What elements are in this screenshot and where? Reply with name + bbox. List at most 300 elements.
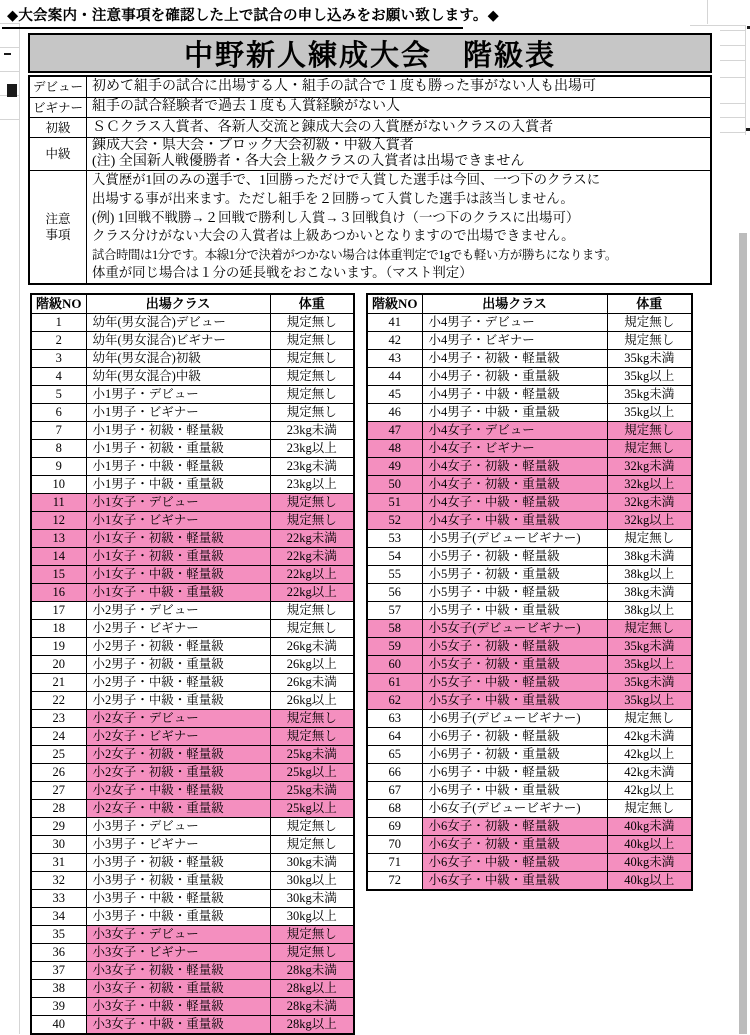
- class-row: [31, 871, 354, 889]
- class-name-cell: 小1女子・初級・軽量級: [86, 529, 270, 547]
- weight-cell: 規定無し: [270, 385, 354, 403]
- no-column-header: 階級NO: [367, 294, 422, 313]
- weight-cell: 規定無し: [270, 709, 354, 727]
- definition-label: デビュー: [30, 77, 87, 97]
- class-name-cell: 小3女子・ビギナー: [86, 943, 270, 961]
- class-no-cell: 32: [31, 871, 86, 889]
- class-no-cell: 58: [367, 619, 422, 637]
- class-table-header-row: [31, 294, 354, 313]
- class-name-cell: 小2女子・デビュー: [86, 709, 270, 727]
- class-no-cell: 46: [367, 403, 422, 421]
- class-row: [31, 511, 354, 529]
- class-no-cell: 7: [31, 421, 86, 439]
- right-margin-row-line: [720, 45, 745, 46]
- weight-cell: 23kg未満: [270, 457, 354, 475]
- class-no-cell: 55: [367, 565, 422, 583]
- class-row: [31, 583, 354, 601]
- class-row: [367, 457, 692, 475]
- class-name-cell: 小2女子・中級・軽量級: [86, 781, 270, 799]
- right-margin-row-line: [720, 103, 745, 104]
- right-margin-gridline: [745, 25, 746, 135]
- definition-label: 初級: [30, 118, 87, 137]
- weight-cell: 42kg以上: [607, 781, 692, 799]
- class-row: [31, 781, 354, 799]
- right-margin-row-line: [720, 132, 745, 133]
- definition-table: [28, 75, 712, 285]
- class-row: [367, 493, 692, 511]
- class-name-cell: 小5男子(デビュービギナー): [422, 529, 607, 547]
- weight-cell: 規定無し: [607, 313, 692, 331]
- class-no-cell: 69: [367, 817, 422, 835]
- class-no-cell: 27: [31, 781, 86, 799]
- class-name-cell: 小4女子・中級・重量級: [422, 511, 607, 529]
- class-no-cell: 15: [31, 565, 86, 583]
- class-name-cell: 小5女子(デビュービギナー): [422, 619, 607, 637]
- weight-cell: 規定無し: [607, 529, 692, 547]
- weight-cell: 42kg未満: [607, 727, 692, 745]
- class-no-cell: 54: [367, 547, 422, 565]
- class-row: [31, 727, 354, 745]
- class-row: [367, 709, 692, 727]
- weight-cell: 35kg未満: [607, 385, 692, 403]
- weight-cell: 32kg未満: [607, 457, 692, 475]
- class-no-cell: 47: [367, 421, 422, 439]
- weight-cell: 規定無し: [270, 817, 354, 835]
- class-row: [31, 565, 354, 583]
- class-name-cell: 小2男子・中級・重量級: [86, 691, 270, 709]
- class-name-cell: 小1女子・ビギナー: [86, 511, 270, 529]
- class-table-left: [30, 293, 355, 1035]
- weight-cell: 規定無し: [270, 313, 354, 331]
- class-name-cell: 小3女子・初級・軽量級: [86, 961, 270, 979]
- class-row: [31, 817, 354, 835]
- class-row: [367, 565, 692, 583]
- definition-line: 初めて組手の試合に出場する人・組手の試合で１度も勝った事がない人も出場可: [92, 78, 596, 94]
- class-row: [367, 529, 692, 547]
- weight-cell: 22kg未満: [270, 547, 354, 565]
- class-table-right: [366, 293, 693, 891]
- definition-label-line: 事項: [45, 228, 71, 243]
- class-no-cell: 61: [367, 673, 422, 691]
- class-name-cell: 幼年(男女混合)デビュー: [86, 313, 270, 331]
- class-name-cell: 小6男子・初級・重量級: [422, 745, 607, 763]
- class-row: [367, 421, 692, 439]
- weight-cell: 40kg未満: [607, 817, 692, 835]
- class-row: [367, 799, 692, 817]
- class-name-cell: 小1男子・中級・軽量級: [86, 457, 270, 475]
- left-margin-row-line: [0, 71, 19, 72]
- weight-cell: 28kg未満: [270, 961, 354, 979]
- class-no-cell: 40: [31, 1015, 86, 1034]
- class-row: [31, 907, 354, 925]
- class-row: [367, 763, 692, 781]
- weight-cell: 規定無し: [607, 619, 692, 637]
- weight-cell: 規定無し: [607, 799, 692, 817]
- weight-cell: 30kg未満: [270, 889, 354, 907]
- class-row: [31, 493, 354, 511]
- class-no-cell: 68: [367, 799, 422, 817]
- class-name-cell: 小3女子・デビュー: [86, 925, 270, 943]
- weight-cell: 規定無し: [270, 943, 354, 961]
- class-no-cell: 31: [31, 853, 86, 871]
- weight-cell: 規定無し: [270, 601, 354, 619]
- class-row: [367, 439, 692, 457]
- class-no-cell: 72: [367, 871, 422, 890]
- weight-cell: 30kg以上: [270, 907, 354, 925]
- class-no-cell: 56: [367, 583, 422, 601]
- class-no-cell: 38: [31, 979, 86, 997]
- class-no-cell: 9: [31, 457, 86, 475]
- definition-label: 中級: [30, 138, 87, 170]
- weight-cell: 35kg以上: [607, 691, 692, 709]
- weight-cell: 38kg以上: [607, 601, 692, 619]
- class-row: [31, 367, 354, 385]
- class-row: [31, 745, 354, 763]
- weight-cell: 規定無し: [607, 439, 692, 457]
- class-name-cell: 小5女子・中級・重量級: [422, 691, 607, 709]
- class-name-cell: 小5女子・初級・軽量級: [422, 637, 607, 655]
- class-row: [31, 403, 354, 421]
- class-row: [367, 331, 692, 349]
- class-name-cell: 小3男子・デビュー: [86, 817, 270, 835]
- definition-label: ビギナー: [30, 98, 87, 117]
- class-row: [31, 961, 354, 979]
- class-no-cell: 39: [31, 997, 86, 1015]
- class-name-cell: 小5女子・初級・重量級: [422, 655, 607, 673]
- weight-cell: 規定無し: [270, 493, 354, 511]
- weight-cell: 35kg未満: [607, 637, 692, 655]
- class-no-cell: 36: [31, 943, 86, 961]
- class-row: [31, 349, 354, 367]
- weight-cell: 26kg以上: [270, 691, 354, 709]
- class-name-cell: 小4男子・初級・重量級: [422, 367, 607, 385]
- class-no-cell: 65: [367, 745, 422, 763]
- weight-cell: 23kg以上: [270, 439, 354, 457]
- class-row: [367, 781, 692, 799]
- class-name-cell: 小5男子・初級・重量級: [422, 565, 607, 583]
- right-margin-row-line: [720, 60, 745, 61]
- weight-cell: 42kg以上: [607, 745, 692, 763]
- class-row: [367, 871, 692, 890]
- definition-text: [87, 118, 710, 137]
- class-name-cell: 小5男子・中級・軽量級: [422, 583, 607, 601]
- class-row: [367, 835, 692, 853]
- class-row: [31, 799, 354, 817]
- page-edge-bar: [739, 233, 747, 1034]
- class-name-cell: 小3女子・中級・重量級: [86, 1015, 270, 1034]
- top-notice-text: ◆大会案内・注意事項を確認した上で試合の申し込みをお願い致します。◆: [7, 8, 499, 24]
- class-name-cell: 小4女子・初級・軽量級: [422, 457, 607, 475]
- weight-column-header: 体重: [607, 294, 692, 313]
- class-row: [31, 835, 354, 853]
- class-row: [31, 997, 354, 1015]
- class-no-cell: 34: [31, 907, 86, 925]
- definition-text: [87, 138, 710, 170]
- class-row: [31, 547, 354, 565]
- row-marker-dash: [4, 53, 11, 55]
- class-name-cell: 小6女子・中級・軽量級: [422, 853, 607, 871]
- class-name-cell: 小6女子(デビュービギナー): [422, 799, 607, 817]
- class-row: [367, 511, 692, 529]
- class-name-cell: 小2女子・初級・軽量級: [86, 745, 270, 763]
- class-name-cell: 小2男子・ビギナー: [86, 619, 270, 637]
- class-name-cell: 小1男子・中級・重量級: [86, 475, 270, 493]
- class-row: [31, 763, 354, 781]
- class-no-cell: 14: [31, 547, 86, 565]
- class-row: [367, 403, 692, 421]
- class-row: [367, 691, 692, 709]
- weight-cell: 40kg以上: [607, 871, 692, 890]
- right-edge-tick: [746, 128, 750, 131]
- weight-cell: 規定無し: [270, 367, 354, 385]
- class-row: [367, 817, 692, 835]
- class-row: [367, 673, 692, 691]
- class-name-cell: 幼年(男女混合)ビギナー: [86, 331, 270, 349]
- definition-row-beginner: [30, 97, 710, 117]
- top-gridline: [707, 0, 708, 24]
- class-no-cell: 71: [367, 853, 422, 871]
- class-no-cell: 17: [31, 601, 86, 619]
- class-row: [31, 853, 354, 871]
- weight-cell: 規定無し: [270, 925, 354, 943]
- class-name-cell: 小4女子・デビュー: [422, 421, 607, 439]
- class-column-header: 出場クラス: [86, 294, 270, 313]
- class-row: [367, 853, 692, 871]
- class-name-cell: 小6男子・中級・軽量級: [422, 763, 607, 781]
- class-no-cell: 5: [31, 385, 86, 403]
- weight-cell: 26kg未満: [270, 637, 354, 655]
- class-row: [31, 979, 354, 997]
- class-name-cell: 小2女子・初級・重量級: [86, 763, 270, 781]
- definition-row-debut: [30, 77, 710, 97]
- definition-line: 試合時間は1分です。本線1分で決着がつかない場合は体重判定で1gでも軽い方が勝ちになります。: [92, 247, 617, 262]
- class-no-cell: 51: [367, 493, 422, 511]
- class-no-cell: 52: [367, 511, 422, 529]
- weight-cell: 35kg以上: [607, 403, 692, 421]
- right-margin-row-line: [720, 117, 745, 118]
- weight-cell: 38kg未満: [607, 547, 692, 565]
- class-name-cell: 小1男子・ビギナー: [86, 403, 270, 421]
- class-row: [31, 925, 354, 943]
- class-row: [31, 943, 354, 961]
- weight-cell: 25kg以上: [270, 763, 354, 781]
- class-row: [31, 439, 354, 457]
- class-no-cell: 20: [31, 655, 86, 673]
- class-name-cell: 小3男子・中級・軽量級: [86, 889, 270, 907]
- weight-cell: 30kg以上: [270, 871, 354, 889]
- class-row: [31, 889, 354, 907]
- class-name-cell: 幼年(男女混合)初級: [86, 349, 270, 367]
- class-name-cell: 小1男子・デビュー: [86, 385, 270, 403]
- weight-cell: 28kg未満: [270, 997, 354, 1015]
- class-row: [367, 349, 692, 367]
- class-no-cell: 12: [31, 511, 86, 529]
- top-notice: [2, 1, 499, 29]
- weight-cell: 35kg未満: [607, 349, 692, 367]
- class-no-cell: 23: [31, 709, 86, 727]
- class-name-cell: 小5女子・中級・軽量級: [422, 673, 607, 691]
- class-row: [367, 727, 692, 745]
- class-name-cell: 小4女子・中級・軽量級: [422, 493, 607, 511]
- weight-cell: 22kg以上: [270, 583, 354, 601]
- definition-row-shokyu: [30, 117, 710, 137]
- weight-cell: 30kg未満: [270, 853, 354, 871]
- class-row: [31, 673, 354, 691]
- definition-line: 出場する事が出来ます。ただし組手を２回勝って入賞した選手は該当しません。: [92, 191, 574, 207]
- class-no-cell: 24: [31, 727, 86, 745]
- class-no-cell: 11: [31, 493, 86, 511]
- weight-cell: 40kg未満: [607, 853, 692, 871]
- class-name-cell: 小1男子・初級・重量級: [86, 439, 270, 457]
- class-no-cell: 29: [31, 817, 86, 835]
- class-row: [31, 385, 354, 403]
- class-name-cell: 小4男子・初級・軽量級: [422, 349, 607, 367]
- weight-cell: 規定無し: [607, 421, 692, 439]
- weight-cell: 規定無し: [270, 727, 354, 745]
- class-no-cell: 42: [367, 331, 422, 349]
- class-row: [31, 709, 354, 727]
- left-margin-row-line: [0, 47, 19, 48]
- definition-line: (注) 全国新人戦優勝者・各大会上級クラスの入賞者は出場できません: [92, 154, 525, 170]
- class-name-cell: 小3男子・初級・重量級: [86, 871, 270, 889]
- weight-cell: 規定無し: [607, 709, 692, 727]
- weight-cell: 規定無し: [270, 331, 354, 349]
- definition-text: [87, 171, 710, 283]
- weight-cell: 25kg未満: [270, 745, 354, 763]
- class-no-cell: 35: [31, 925, 86, 943]
- definition-line: ＳＣクラス入賞者、各新人交流と錬成大会の入賞歴がないクラスの入賞者: [92, 119, 554, 135]
- weight-cell: 規定無し: [270, 835, 354, 853]
- class-name-cell: 小5男子・中級・重量級: [422, 601, 607, 619]
- class-no-cell: 10: [31, 475, 86, 493]
- definition-line: 錬成大会・県大会・ブロック大会初級・中級入賞者: [92, 137, 414, 153]
- class-name-cell: 小2男子・デビュー: [86, 601, 270, 619]
- class-name-cell: 小4男子・ビギナー: [422, 331, 607, 349]
- class-name-cell: 小4女子・初級・重量級: [422, 475, 607, 493]
- class-row: [367, 619, 692, 637]
- class-no-cell: 16: [31, 583, 86, 601]
- class-name-cell: 小3女子・中級・軽量級: [86, 997, 270, 1015]
- class-no-cell: 33: [31, 889, 86, 907]
- class-name-cell: 小1男子・初級・軽量級: [86, 421, 270, 439]
- class-no-cell: 43: [367, 349, 422, 367]
- class-row: [367, 583, 692, 601]
- definition-line: (例) 1回戦不戦勝→２回戦で勝利し入賞→３回戦負け（一つ下のクラスに出場可）: [92, 209, 580, 225]
- class-no-cell: 1: [31, 313, 86, 331]
- weight-cell: 26kg以上: [270, 655, 354, 673]
- class-no-cell: 4: [31, 367, 86, 385]
- class-no-cell: 2: [31, 331, 86, 349]
- class-name-cell: 小6男子・中級・重量級: [422, 781, 607, 799]
- weight-column-header: 体重: [270, 294, 354, 313]
- definition-line: 体重が同じ場合は１分の延長戦をおこないます。（マスト判定）: [92, 265, 473, 281]
- row-marker-square: [7, 84, 17, 97]
- class-no-cell: 62: [367, 691, 422, 709]
- no-column-header: 階級NO: [31, 294, 86, 313]
- class-no-cell: 21: [31, 673, 86, 691]
- class-name-cell: 小5男子・初級・軽量級: [422, 547, 607, 565]
- weight-cell: 25kg未満: [270, 781, 354, 799]
- weight-cell: 23kg以上: [270, 475, 354, 493]
- class-row: [31, 691, 354, 709]
- class-no-cell: 28: [31, 799, 86, 817]
- class-no-cell: 22: [31, 691, 86, 709]
- page-title: [28, 33, 712, 73]
- left-margin-row-line: [0, 119, 19, 120]
- class-row: [367, 745, 692, 763]
- weight-cell: 規定無し: [270, 349, 354, 367]
- class-row: [367, 313, 692, 331]
- weight-cell: 38kg未満: [607, 583, 692, 601]
- class-no-cell: 19: [31, 637, 86, 655]
- class-no-cell: 45: [367, 385, 422, 403]
- class-row: [31, 637, 354, 655]
- right-margin-row-line: [690, 25, 746, 26]
- weight-cell: 規定無し: [607, 331, 692, 349]
- class-no-cell: 8: [31, 439, 86, 457]
- class-no-cell: 64: [367, 727, 422, 745]
- class-name-cell: 小2男子・中級・軽量級: [86, 673, 270, 691]
- class-no-cell: 66: [367, 763, 422, 781]
- class-name-cell: 小3男子・初級・軽量級: [86, 853, 270, 871]
- weight-cell: 23kg未満: [270, 421, 354, 439]
- class-name-cell: 小6女子・初級・重量級: [422, 835, 607, 853]
- weight-cell: 28kg以上: [270, 1015, 354, 1034]
- weight-cell: 26kg未満: [270, 673, 354, 691]
- class-row: [367, 367, 692, 385]
- class-name-cell: 小2男子・初級・重量級: [86, 655, 270, 673]
- weight-cell: 28kg以上: [270, 979, 354, 997]
- class-no-cell: 67: [367, 781, 422, 799]
- class-row: [31, 619, 354, 637]
- class-name-cell: 小1女子・中級・軽量級: [86, 565, 270, 583]
- weight-cell: 32kg以上: [607, 475, 692, 493]
- class-no-cell: 44: [367, 367, 422, 385]
- class-row: [31, 331, 354, 349]
- class-row: [31, 655, 354, 673]
- class-no-cell: 60: [367, 655, 422, 673]
- class-no-cell: 50: [367, 475, 422, 493]
- class-row: [31, 529, 354, 547]
- weight-cell: 25kg以上: [270, 799, 354, 817]
- weight-cell: 35kg未満: [607, 673, 692, 691]
- weight-cell: 40kg以上: [607, 835, 692, 853]
- class-name-cell: 小4男子・デビュー: [422, 313, 607, 331]
- class-row: [367, 475, 692, 493]
- weight-cell: 22kg未満: [270, 529, 354, 547]
- class-name-cell: 小4女子・ビギナー: [422, 439, 607, 457]
- class-no-cell: 3: [31, 349, 86, 367]
- class-name-cell: 小3男子・ビギナー: [86, 835, 270, 853]
- class-name-cell: 幼年(男女混合)中級: [86, 367, 270, 385]
- page-title-text: 中野新人練成大会 階級表: [183, 39, 556, 72]
- class-no-cell: 6: [31, 403, 86, 421]
- class-row: [31, 457, 354, 475]
- class-name-cell: 小4男子・中級・軽量級: [422, 385, 607, 403]
- right-margin-row-line: [720, 30, 745, 31]
- weight-cell: 32kg未満: [607, 493, 692, 511]
- class-no-cell: 13: [31, 529, 86, 547]
- class-no-cell: 70: [367, 835, 422, 853]
- definition-line: 入賞歴が1回のみの選手で、1回勝っただけで入賞した選手は今回、一つ下のクラスに: [92, 172, 601, 188]
- right-margin-row-line: [720, 77, 745, 78]
- class-name-cell: 小1女子・初級・重量級: [86, 547, 270, 565]
- class-no-cell: 18: [31, 619, 86, 637]
- class-no-cell: 49: [367, 457, 422, 475]
- left-margin-gridline: [19, 23, 20, 1034]
- class-name-cell: 小6男子(デビュービギナー): [422, 709, 607, 727]
- class-name-cell: 小4男子・中級・重量級: [422, 403, 607, 421]
